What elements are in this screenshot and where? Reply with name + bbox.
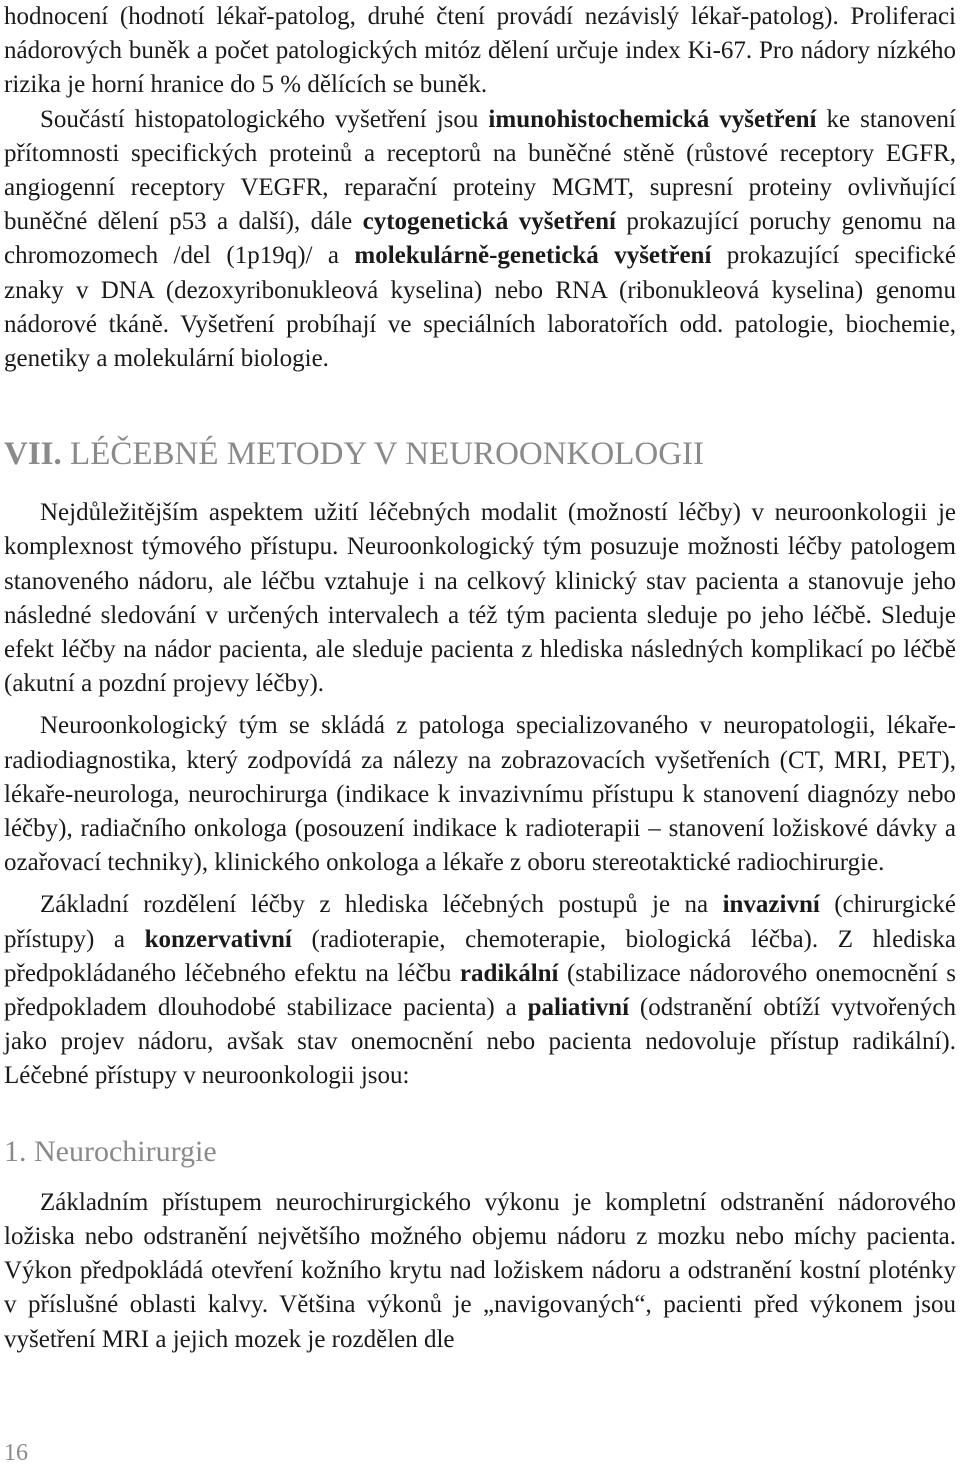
bold-term: konzervativní [144,925,292,953]
text-run: Základní rozdělení léčby z hlediska léčebných postupů je na [40,891,723,919]
text-run: prokazující specifické znaky v DNA (dezoxyribonukleová kyselina) nebo RNA (ribonukleová kyselina) genomu nádorové tkáně. Vyšetření probíhají ve speciálních laboratořích odd. patologie, biochemie, genetiky a molekulární biologie. [4,242,956,373]
text-run: prokazující poruchy genomu na chromozomech /del (1p19q)/ a [4,208,956,270]
text-run: (stabilizace nádorového onemocnění s předpokladem dlouhodobé stabilizace pacienta) a [4,959,956,1022]
chapter-heading [4,434,956,474]
text-run: ke stanovení přítomnosti specifických proteinů a receptorů na buněčné stěně (růstové receptory EGFR, angiogenní receptory VEGFR, reparační proteiny MGMT, supresní proteiny ovlivňující buněčné dělení p53 a další), dále [4,105,956,236]
section-heading: 1. Neurochirurgie [4,1134,217,1168]
text-run: (radioterapie, chemoterapie, biologická léčba). Z hlediska předpokládaného léčebného efektu na léčbu [4,925,956,987]
bold-term: paliativní [527,994,630,1022]
chapter-number: VII. [4,436,62,473]
neurosurgery-paragraph: Základním přístupem neurochirurgického výkonu je kompletní odstranění nádorového ložiska nebo odstranění největšího možného objemu nádoru z mozku nebo míchy pacienta. Výkon předpokládá otevření kožního krytu nad ložiskem nádoru a odstranění kostní ploténky v příslušné oblasti kalvy. Většina výkonů je „navigovaných“, pacienti před výkonem jsou vyšetření MRI a jejich mozek je rozdělen dle [4,1188,956,1353]
team-paragraph: Nejdůležitějším aspektem užití léčebných modalit (možností léčby) v neuroonkologii je komplexnost týmového přístupu. Neuroonkologický tým posuzuje možnosti léčby patologem stanoveného nádoru, ale léčbu vztahuje i na celkový klinický stav pacienta a stanovuje jeho následné sledování v určených intervalech a též tým pacienta sleduje po jeho léčbě. Sleduje efekt léčby na nádor pacienta, ale sleduje pacienta z hlediska následných komplikací po léčbě (akutní a pozdní projevy léčby). [4,499,956,698]
imuno-paragraph [4,103,956,377]
text-run: Součástí histopatologického vyšetření jsou [40,105,489,133]
team-composition-paragraph: Neuroonkologický tým se skládá z patologa specializovaného v neuropatologii, lékaře-radiodiagnostika, který zodpovídá za nálezy na zobrazovacích vyšetřeních (CT, MRI, PET), lékaře-neurologa, neurochirurga (indikace k invazivnímu přístupu k stanovení diagnózy nebo léčby), radiačního onkologa (posouzení indikace k radioterapii – stanovení ložiskové dávky a ozařovací techniky), klinického onkologa a lékaře z oboru stereotaktické radiochirurgie. [4,712,956,877]
text-run: (chirurgické přístupy) a [4,891,956,953]
bold-term: radikální [459,959,559,987]
bold-term: molekulárně-genetická vyšetření [354,242,712,270]
page-content [4,0,956,1357]
chapter-title: LÉČEBNÉ METODY V NEUROONKOLOGII [61,436,705,473]
intro-paragraph: hodnocení (hodnotí lékař-patolog, druhé čtení provádí nezávislý lékař-patolog). Proliferaci nádorových buněk a počet patologických mitóz dělení určuje index Ki-67. Pro nádory nízkého rizika je horní hranice do 5 % dělících se buněk. [4,3,956,99]
page-number: 16 [4,1440,28,1466]
text-run: (odstranění obtíží vytvořených jako projev nádoru, avšak stav onemocnění nebo pacienta nedovoluje přístup radikální). Léčebné přístupy v neuroonkologii jsou: [4,994,956,1090]
treatment-division-paragraph [4,888,956,1093]
bold-term: cytogenetická vyšetření [362,208,616,236]
bold-term: invazivní [722,891,820,919]
bold-term: imunohistochemická vyšetření [488,105,817,133]
